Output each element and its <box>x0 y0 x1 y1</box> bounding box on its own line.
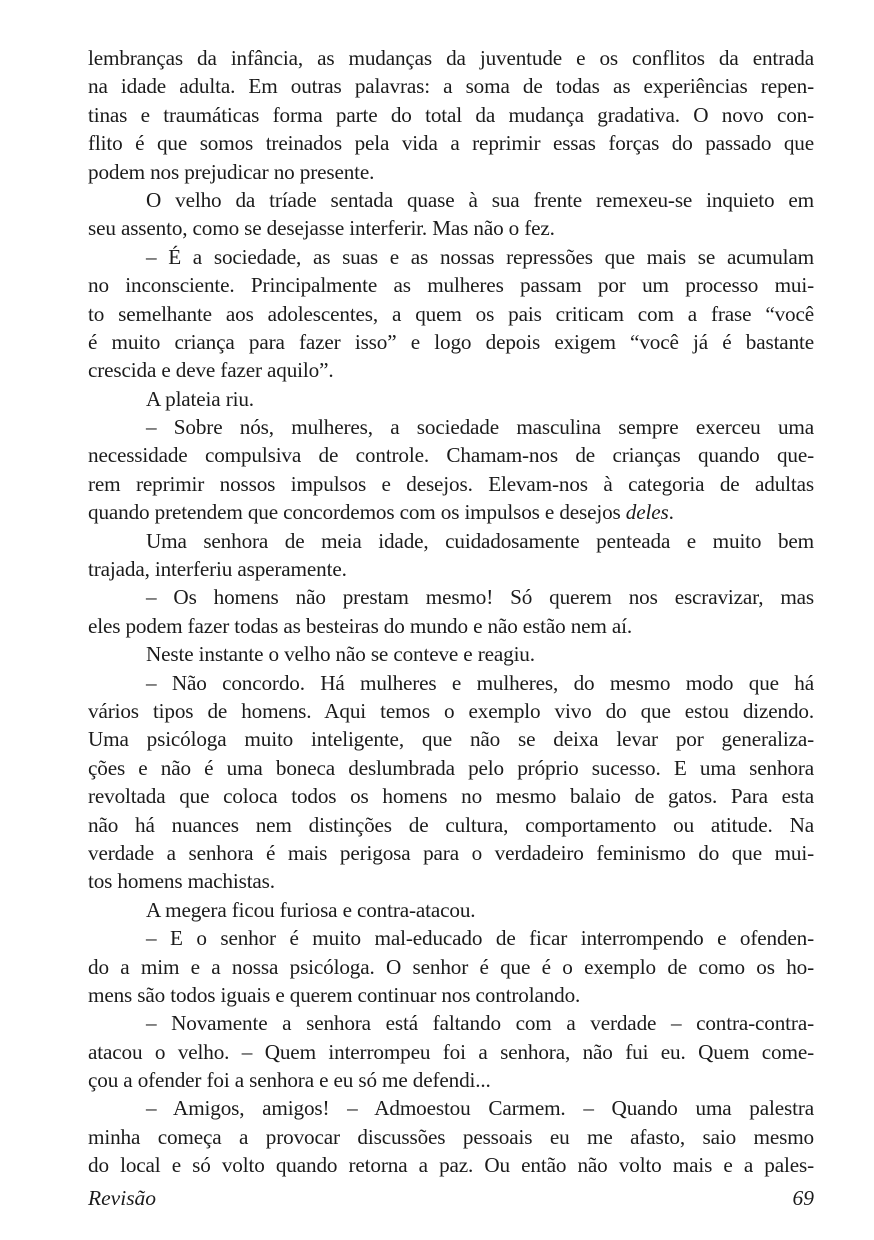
text-line <box>88 867 814 895</box>
text-line <box>88 1009 814 1037</box>
text-line <box>88 214 814 242</box>
text-line-content: Uma senhora de meia idade, cuidadosamente penteada e muito bem <box>146 528 814 553</box>
text-line <box>88 158 814 186</box>
text-line-content: tos homens machistas. <box>88 869 275 894</box>
text-line-content: verdade a senhora é mais perigosa para o verdadeiro feminismo do que mui- <box>88 840 814 865</box>
text-line <box>88 328 814 356</box>
text-line <box>88 924 814 952</box>
text-line <box>88 555 814 583</box>
body-text <box>88 44 814 1180</box>
text-line-content: revoltada que coloca todos os homens no mesmo balaio de gatos. Para esta <box>88 784 814 809</box>
text-line-content: do a mim e a nossa psicóloga. O senhor é que é o exemplo de como os ho- <box>88 954 814 979</box>
text-line-content: necessidade compulsiva de controle. Chamam-nos de crianças quando que- <box>88 443 814 468</box>
text-line <box>88 243 814 271</box>
text-line-content: quando pretendem que concordemos com os impulsos e desejos <box>88 500 626 525</box>
text-line <box>88 441 814 469</box>
text-line <box>88 1151 814 1179</box>
text-line <box>88 527 814 555</box>
text-line-content: rem reprimir nossos impulsos e desejos. Elevam-nos à categoria de adultas <box>88 471 814 496</box>
text-line-content: seu assento, como se desejasse interferir. Mas não o fez. <box>88 216 555 241</box>
running-footer-title: Revisão <box>88 1186 157 1210</box>
text-line-content: Uma psicóloga muito inteligente, que não se deixa levar por generaliza- <box>88 727 814 752</box>
text-line <box>88 1123 814 1151</box>
text-line <box>88 896 814 924</box>
text-line-content: minha começa a provocar discussões pessoais eu me afasto, saio mesmo <box>88 1124 814 1149</box>
text-line-content: lembranças da infância, as mudanças da juventude e os conflitos da entrada <box>88 46 814 70</box>
text-line-content: do local e só volto quando retorna a paz. Ou então não volto mais e a pales- <box>88 1153 814 1178</box>
text-line <box>88 697 814 725</box>
text-line <box>88 356 814 384</box>
text-line <box>88 72 814 100</box>
text-line <box>88 612 814 640</box>
text-line-content: – Sobre nós, mulheres, a sociedade masculina sempre exerceu uma <box>146 415 814 440</box>
text-line <box>88 839 814 867</box>
text-line <box>88 413 814 441</box>
text-line <box>88 782 814 810</box>
text-line-content: podem nos prejudicar no presente. <box>88 159 375 184</box>
text-line <box>88 1038 814 1066</box>
text-line-content: Neste instante o velho não se conteve e reagiu. <box>146 642 535 667</box>
page-number: 69 <box>792 1186 814 1210</box>
text-line-content: atacou o velho. – Quem interrompeu foi a senhora, não fui eu. Quem come- <box>88 1039 814 1064</box>
text-line-content: vários tipos de homens. Aqui temos o exemplo vivo do que estou dizendo. <box>88 698 814 723</box>
text-line-content: ções e não é uma boneca deslumbrada pelo próprio sucesso. E uma senhora <box>88 755 814 780</box>
text-line <box>88 385 814 413</box>
text-line-content: não há nuances nem distinções de cultura, comportamento ou atitude. Na <box>88 812 814 837</box>
text-line <box>88 953 814 981</box>
text-line-content: eles podem fazer todas as besteiras do mundo e não estão nem aí. <box>88 613 633 638</box>
text-line <box>88 271 814 299</box>
text-line-content: – Os homens não prestam mesmo! Só querem nos escravizar, mas <box>146 585 814 610</box>
text-line-content: no inconsciente. Principalmente as mulheres passam por um processo mui- <box>88 273 814 298</box>
text-line-content: A plateia riu. <box>146 386 254 411</box>
text-line-content: trajada, interferiu asperamente. <box>88 557 347 582</box>
text-line <box>88 470 814 498</box>
text-line <box>88 754 814 782</box>
text-line-content: – Novamente a senhora está faltando com a verdade – contra-contra- <box>146 1011 814 1036</box>
text-line <box>88 583 814 611</box>
text-line <box>88 44 814 72</box>
text-line <box>88 725 814 753</box>
text-line-content: tinas e traumáticas forma parte do total da mudança gradativa. O novo con- <box>88 102 814 127</box>
text-line-content: mens são todos iguais e querem continuar nos controlando. <box>88 982 581 1007</box>
text-line-content: A megera ficou furiosa e contra-atacou. <box>146 897 476 922</box>
text-line-content: – Não concordo. Há mulheres e mulheres, do mesmo modo que há <box>146 670 814 695</box>
text-line-content: O velho da tríade sentada quase à sua frente remexeu-se inquieto em <box>146 187 814 212</box>
text-line <box>88 300 814 328</box>
text-line <box>88 101 814 129</box>
text-line-content: flito é que somos treinados pela vida a reprimir essas forças do passado que <box>88 131 814 156</box>
text-line-content: to semelhante aos adolescentes, a quem os pais criticam com a frase “você <box>88 301 814 326</box>
text-line <box>88 186 814 214</box>
text-line-content: crescida e deve fazer aquilo”. <box>88 358 334 383</box>
text-line <box>88 669 814 697</box>
text-line-content: – Amigos, amigos! – Admoestou Carmem. – Quando uma palestra <box>146 1096 814 1121</box>
text-line-content: çou a ofender foi a senhora e eu só me defendi... <box>88 1068 491 1093</box>
text-line <box>88 1066 814 1094</box>
text-line <box>88 811 814 839</box>
text-line-tail: . <box>668 500 674 525</box>
text-line <box>88 1094 814 1122</box>
text-line <box>88 981 814 1009</box>
text-line-content: na idade adulta. Em outras palavras: a soma de todas as experiências repen- <box>88 74 814 99</box>
text-line-content: é muito criança para fazer isso” e logo depois exigem “você já é bastante <box>88 329 814 354</box>
text-line <box>88 498 814 526</box>
text-line <box>88 129 814 157</box>
text-line-content: – E o senhor é muito mal-educado de ficar interrompendo e ofenden- <box>146 926 814 951</box>
text-line <box>88 640 814 668</box>
text-line-content: – É a sociedade, as suas e as nossas repressões que mais se acumulam <box>146 244 814 269</box>
emphasized-word: deles <box>625 500 669 525</box>
